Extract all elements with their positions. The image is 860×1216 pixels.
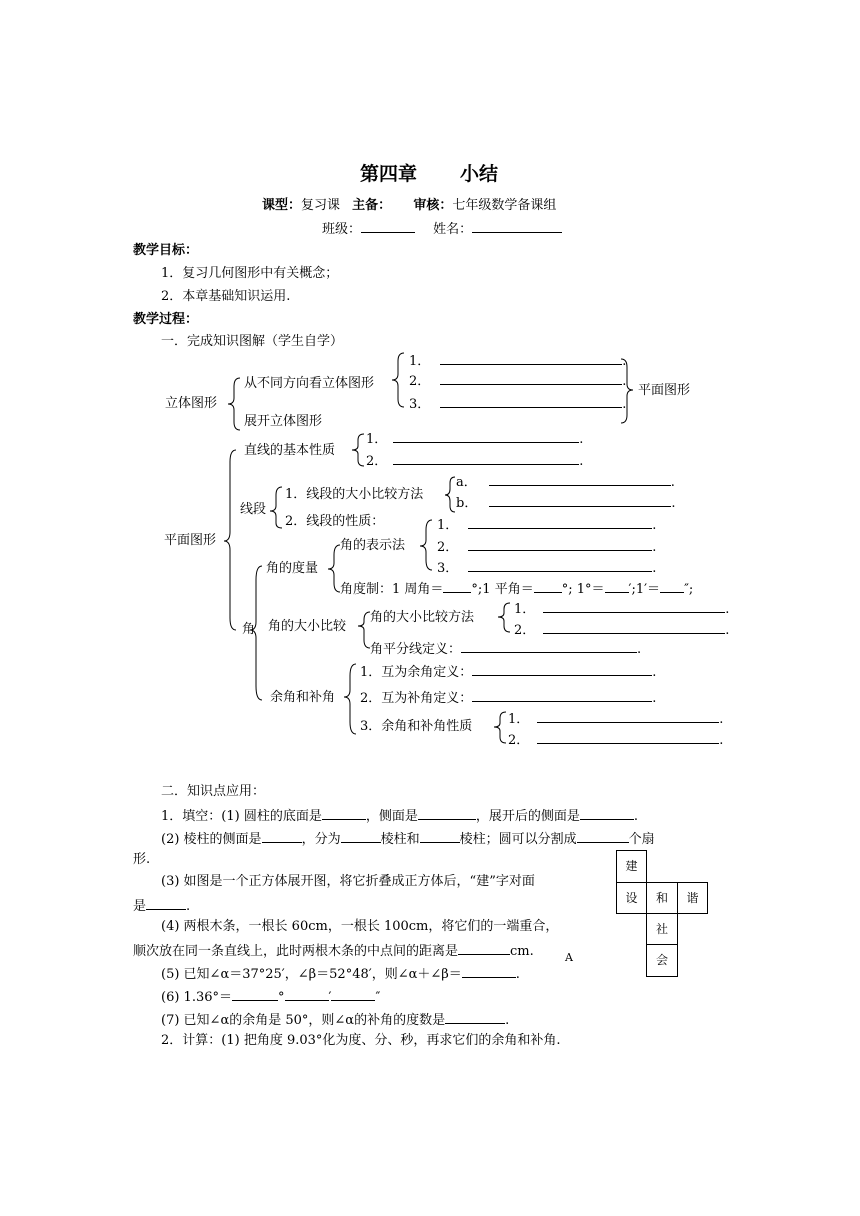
angle-bisector: 角平分线定义： .	[370, 642, 642, 657]
q3-blank[interactable]	[146, 897, 186, 910]
seg-blank-a[interactable]	[489, 473, 671, 486]
question-2: 2．计算：(1) 把角度 9.03°化为度、分、秒，再求它们的余角和补角.	[161, 1033, 561, 1048]
question-1-1: 1．填空：(1) 圆柱的底面是 ，侧面是 ，展开后的侧面是 .	[161, 809, 638, 824]
type-label: 课型：	[262, 198, 302, 213]
question-1-2-cont: 形.	[133, 852, 151, 867]
view-item-2: 2． .	[409, 374, 627, 389]
brace-repr	[420, 520, 432, 570]
brace-compare	[358, 612, 370, 648]
unit-blank-1[interactable]	[443, 580, 471, 593]
question-1-5: (5) 已知∠α＝37°25′，∠β＝52°48′，则∠α＋∠β＝ .	[161, 967, 520, 982]
angle-unit: 角度制：1 周角＝ °;1 平角＝ °; 1°＝ ′;1′＝ ″;	[340, 582, 694, 597]
compare-item-1: 1． .	[514, 602, 730, 617]
name-label: 姓名：	[433, 222, 473, 237]
brace-solid	[228, 378, 240, 430]
question-1-2: (2) 棱柱的侧面是 ，分为 棱柱和 棱柱；圆可以分割成 个扇	[161, 832, 655, 847]
line-item-2: 2． .	[366, 454, 584, 469]
segment-compare: 1．线段的大小比较方法	[285, 487, 424, 502]
question-1-6: (6) 1.36°＝ ° ′ ″	[161, 990, 381, 1005]
segment-property: 2．线段的性质：	[285, 514, 385, 529]
part1-heading: 一．完成知识图解（学生自学）	[161, 334, 344, 349]
page-title-right: 小结	[460, 163, 499, 185]
repr-blank-3[interactable]	[468, 559, 652, 572]
q4-mark: A	[565, 951, 573, 964]
compare-blank-1[interactable]	[543, 600, 725, 613]
author-label: 主备：	[352, 198, 392, 213]
compare-blank-2[interactable]	[543, 621, 725, 634]
question-1-4: (4) 两根木条，一根长 60cm，一根长 100cm，将它们的一端重合，	[161, 919, 559, 934]
comp-def-blank[interactable]	[472, 663, 652, 676]
brace-plane	[224, 450, 236, 630]
angle-representation: 角的表示法	[340, 538, 406, 553]
q2-blank-3[interactable]	[420, 830, 460, 843]
comp-supp-label: 余角和补角	[270, 690, 336, 705]
comp-def: 1．互为余角定义： .	[360, 665, 657, 680]
angle-measure: 角的度量	[266, 561, 319, 576]
brace-measure	[328, 545, 340, 592]
view-blank-3[interactable]	[440, 395, 622, 408]
cube-net-cell: 谐	[677, 882, 708, 914]
q6-blank-1[interactable]	[232, 988, 278, 1001]
q6-blank-3[interactable]	[331, 988, 375, 1001]
brace-comp-supp	[344, 664, 356, 734]
segment-label: 线段	[240, 502, 267, 517]
brace-compare-method	[498, 603, 510, 632]
unit-blank-4[interactable]	[660, 580, 684, 593]
type-value: 复习课	[301, 198, 341, 213]
solid-figure-label: 立体图形	[165, 396, 218, 411]
brace-views	[392, 353, 404, 407]
line-item-1: 1． .	[366, 432, 584, 447]
q5-blank[interactable]	[462, 965, 516, 978]
bisector-blank[interactable]	[461, 640, 637, 653]
q4-blank[interactable]	[458, 942, 510, 955]
unfold-solid: 展开立体图形	[244, 414, 323, 429]
cs-prop-item-2: 2． .	[508, 733, 724, 748]
cube-net-cell: 社	[646, 913, 678, 945]
review-value: 七年级数学备课组	[452, 198, 557, 213]
flat-result-label: 平面图形	[638, 383, 691, 398]
line-blank-1[interactable]	[393, 430, 579, 443]
cs-prop-blank-1[interactable]	[537, 710, 719, 723]
part2-heading: 二．知识点应用：	[161, 784, 266, 799]
repr-blank-1[interactable]	[468, 516, 652, 529]
brace-segment	[270, 487, 282, 528]
cube-net-cell: 会	[646, 944, 678, 977]
q2-blank-4[interactable]	[577, 830, 629, 843]
segment-method-b: b． .	[456, 496, 676, 511]
seg-blank-b[interactable]	[489, 494, 671, 507]
question-1-4-cont: 顺次放在同一条直线上，此时两根木条的中点间的距离是 cm.	[133, 944, 534, 959]
comp-supp-property: 3．余角和补角性质	[360, 719, 473, 734]
q1-blank-2[interactable]	[418, 807, 476, 820]
angle-compare: 角的大小比较	[268, 619, 347, 634]
cs-prop-blank-2[interactable]	[537, 731, 719, 744]
view-item-3: 3． .	[409, 397, 627, 412]
view-item-1: 1． .	[409, 354, 627, 369]
question-1-3-cont: 是 .	[133, 899, 191, 914]
page-title-left: 第四章	[360, 163, 418, 185]
view-blank-2[interactable]	[440, 372, 622, 385]
class-label: 班级：	[322, 222, 362, 237]
cube-net-cell: 设	[616, 882, 647, 914]
q6-blank-2[interactable]	[285, 988, 329, 1001]
repr-item-3: 3． .	[437, 561, 657, 576]
process-heading: 教学过程：	[133, 312, 199, 327]
goals-heading: 教学目标：	[133, 243, 199, 258]
repr-blank-2[interactable]	[468, 538, 652, 551]
q2-blank-2[interactable]	[341, 830, 381, 843]
view-blank-1[interactable]	[440, 352, 622, 365]
question-1-7: (7) 已知∠α的余角是 50°，则∠α的补角的度数是 .	[161, 1013, 510, 1028]
cube-net-cell: 建	[616, 850, 647, 883]
segment-method-a: a． .	[456, 475, 675, 490]
angle-compare-method: 角的大小比较方法	[370, 610, 475, 625]
review-label: 审核：	[413, 198, 453, 213]
plane-figure-label: 平面图形	[164, 533, 217, 548]
line-blank-2[interactable]	[393, 452, 579, 465]
view-from-directions: 从不同方向看立体图形	[244, 376, 375, 391]
q1-blank-3[interactable]	[580, 807, 634, 820]
brace-seg-method	[445, 477, 455, 512]
brace-cs-prop	[494, 712, 506, 743]
q1-blank-1[interactable]	[322, 807, 366, 820]
cube-net-cell: 和	[646, 882, 678, 914]
unit-blank-3[interactable]	[605, 580, 629, 593]
angle-label: 角	[242, 622, 256, 637]
line-property: 直线的基本性质	[244, 443, 336, 458]
compare-item-2: 2． .	[514, 623, 730, 638]
q2-blank-1[interactable]	[262, 830, 302, 843]
question-1-3: (3) 如图是一个正方体展开图，将它折叠成正方体后，“建”字对面	[161, 874, 535, 889]
repr-item-2: 2． .	[437, 540, 657, 555]
goal-item: 1．复习几何图形中有关概念；	[161, 266, 339, 281]
goal-item: 2．本章基础知识运用.	[161, 289, 291, 304]
unit-blank-2[interactable]	[534, 580, 562, 593]
supp-def: 2．互为补角定义： .	[360, 691, 657, 706]
q7-blank[interactable]	[445, 1011, 505, 1024]
cs-prop-item-1: 1． .	[508, 712, 724, 727]
repr-item-1: 1． .	[437, 518, 657, 533]
supp-def-blank[interactable]	[472, 689, 652, 702]
brace-line	[352, 434, 364, 466]
